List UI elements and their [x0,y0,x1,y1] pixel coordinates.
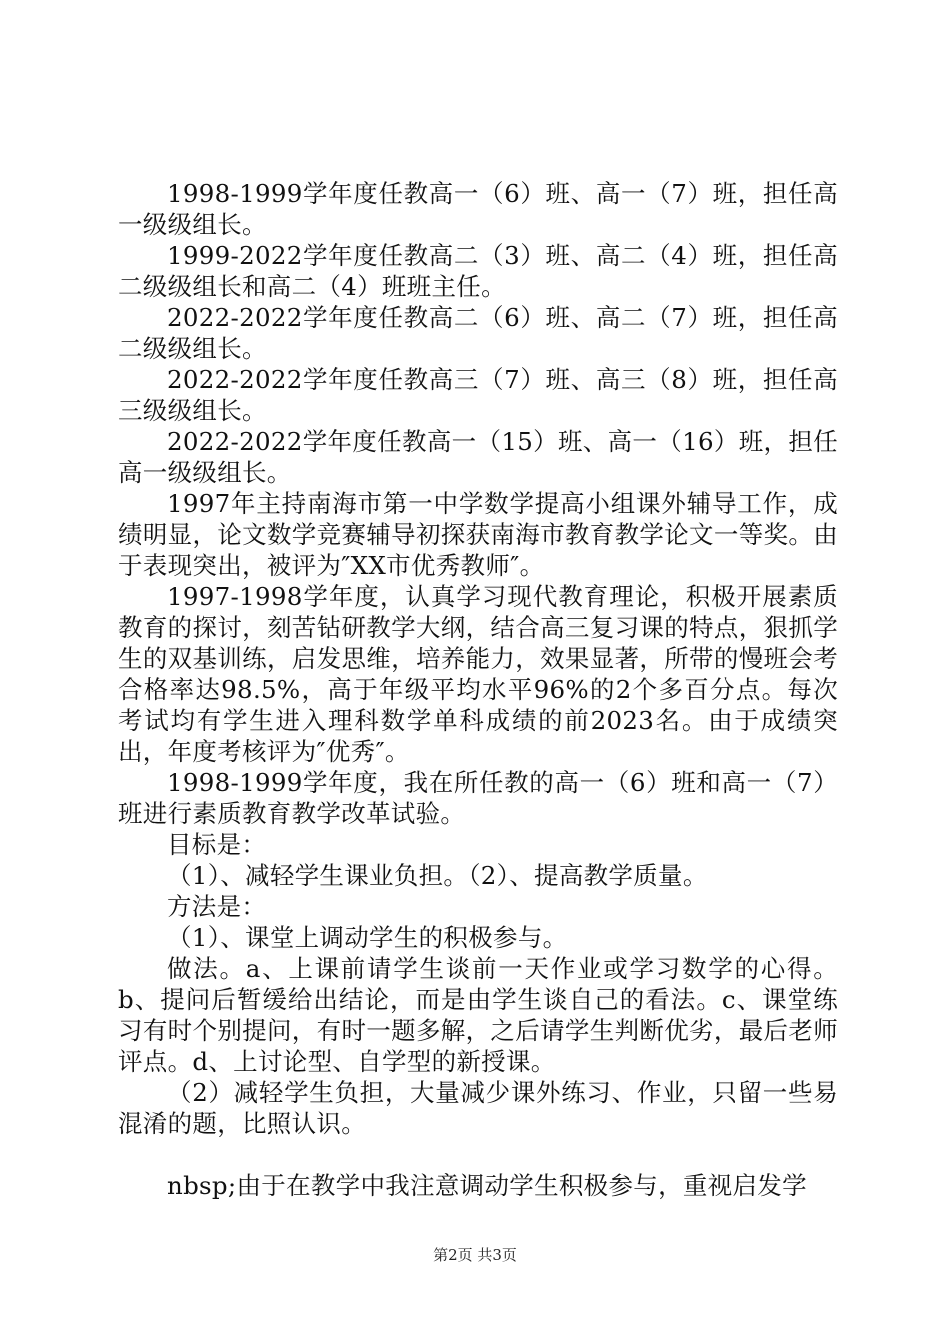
paragraph: 目标是： [167,830,267,859]
paragraph: 1997-1998学年度，认真学习现代教育理论，积极开展素质教育的探讨，刻苦钻研教学大纲，结合高三复习课的特点，狠抓学生的双基训练，启发思维，培养能力，效果显著，所带的慢班会考合格率达98.5%，高于年级平均水平96%的2个多百分点。每次考试均有学生进入理科数学单科成绩的前2023名。由于成绩突出，年度考核评为″优秀″。 [118,582,838,766]
paragraph: 2022-2022学年度任教高一（15）班、高一（16）班，担任高一级级组长。 [118,427,838,487]
paragraph: （1）、减轻学生课业负担。（2）、提高教学质量。 [167,861,708,890]
paragraph: （2）减轻学生负担，大量减少课外练习、作业，只留一些易混淆的题，比照认识。 [118,1078,838,1138]
paragraph: 方法是： [167,892,267,921]
paragraph: nbsp;由于在教学中我注意调动学生积极参与，重视启发学 [167,1171,807,1200]
paragraph: 1998-1999学年度，我在所任教的高一（6）班和高一（7）班进行素质教育教学改革试验。 [118,768,838,828]
paragraph: 1999-2022学年度任教高二（3）班、高二（4）班，担任高二级级组长和高二（4）班班主任。 [118,241,838,301]
paragraph: 做法。a、上课前请学生谈前一天作业或学习数学的心得。b、提问后暂缓给出结论，而是由学生谈自己的看法。c、课堂练习有时个别提问，有时一题多解，之后请学生判断优劣，最后老师评点。d、上讨论型、自学型的新授课。 [118,954,838,1076]
paragraph: 1998-1999学年度任教高一（6）班、高一（7）班，担任高一级级组长。 [118,179,838,239]
paragraph: 2022-2022学年度任教高三（7）班、高三（8）班，担任高三级级组长。 [118,365,838,425]
paragraph: 1997年主持南海市第一中学数学提高小组课外辅导工作，成绩明显，论文数学竞赛辅导初探获南海市教育教学论文一等奖。由于表现突出，被评为″XX市优秀教师″。 [118,489,838,580]
paragraph: 2022-2022学年度任教高二（6）班、高二（7）班，担任高二级级组长。 [118,303,838,363]
page-footer: 第2页 共3页 [433,1246,517,1264]
paragraph: （1）、课堂上调动学生的积极参与。 [167,923,568,952]
document-body [118,178,838,1201]
